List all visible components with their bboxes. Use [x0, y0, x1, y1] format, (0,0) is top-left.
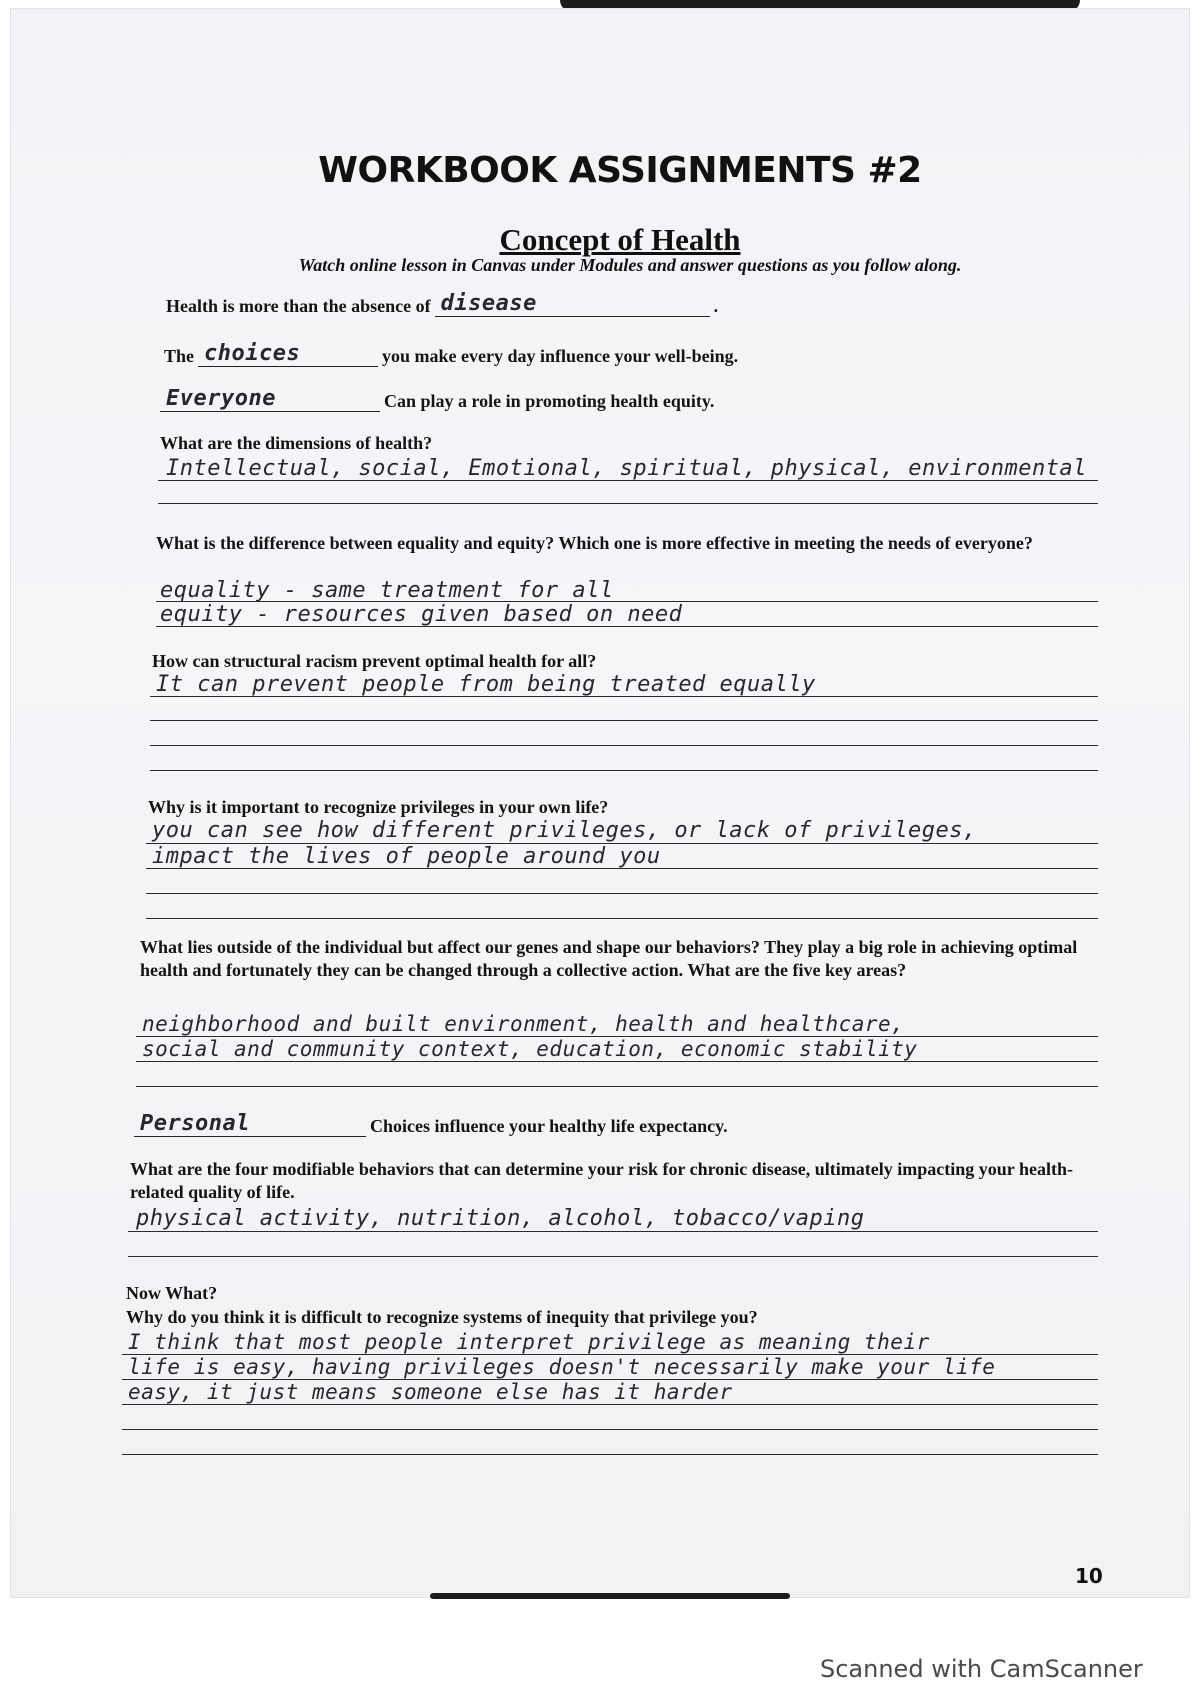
scan-edge-bottom — [430, 1593, 790, 1599]
q6-answer-line-1: It can prevent people from being treated equally — [156, 672, 816, 697]
q11-rule-3[interactable] — [122, 1404, 1098, 1405]
q8-rule-2[interactable] — [136, 1061, 1098, 1062]
q11-answer-line-2: life is easy, having privileges doesn't necessarily make your life — [128, 1355, 996, 1379]
q4-question: What are the dimensions of health? — [160, 433, 433, 453]
q6-question: How can structural racism prevent optimal health for all? — [152, 651, 597, 671]
q8-answer-line-2: social and community context, education, economic stability — [142, 1037, 918, 1061]
q2-blank[interactable] — [198, 340, 378, 367]
q6-rule-2[interactable] — [150, 720, 1098, 721]
page-number: 10 — [1075, 1564, 1103, 1588]
q11-answer-line-3: easy, it just means someone else has it harder — [128, 1380, 733, 1404]
q1-row — [166, 290, 718, 317]
q9-blank[interactable] — [134, 1110, 366, 1137]
q6-rule-4[interactable] — [150, 770, 1098, 771]
q10-answer-line-1: physical activity, nutrition, alcohol, tobacco/vaping — [136, 1206, 865, 1231]
q1-period: . — [713, 296, 719, 316]
q7-rule-2[interactable] — [146, 868, 1098, 869]
q11-rule-5[interactable] — [122, 1454, 1098, 1455]
q2-row — [164, 340, 738, 367]
q3-blank[interactable] — [160, 385, 380, 412]
q5-rule-2[interactable] — [156, 626, 1098, 627]
section-title: Concept of Health — [499, 222, 741, 257]
q5-answer-line-2: equity - resources given based on need — [160, 602, 683, 627]
q11-rule-4[interactable] — [122, 1429, 1098, 1430]
q5-answer-line-1: equality - same treatment for all — [160, 578, 614, 603]
q8-answer-line-1: neighborhood and built environment, health and healthcare, — [142, 1012, 905, 1036]
q3-answer: Everyone — [166, 386, 276, 411]
q7-answer-line-2: impact the lives of people around you — [152, 844, 661, 869]
q9-answer: Personal — [140, 1111, 250, 1136]
q1-label: Health is more than the absence of — [166, 296, 431, 316]
now-what-heading: Now What? — [126, 1283, 218, 1303]
q4-rule-2[interactable] — [158, 503, 1098, 504]
q1-answer: disease — [440, 291, 537, 316]
q6-rule-3[interactable] — [150, 745, 1098, 746]
q4-answer-line-1: Intellectual, social, Emotional, spiritual, physical, environmental — [166, 456, 1087, 481]
q7-answer-line-1: you can see how different privileges, or lack of privileges, — [152, 818, 977, 843]
q8-rule-3[interactable] — [136, 1086, 1098, 1087]
q7-rule-4[interactable] — [146, 918, 1098, 919]
q1-blank[interactable] — [435, 290, 710, 317]
q3-row — [160, 385, 714, 412]
q11-answer-line-1: I think that most people interpret privilege as meaning their — [128, 1330, 930, 1354]
q5-question: What is the difference between equality and equity? Which one is more effective in meeting the needs of everyone? — [156, 533, 1033, 553]
page-title: WORKBOOK ASSIGNMENTS #2 — [318, 150, 922, 191]
q7-rule-3[interactable] — [146, 893, 1098, 894]
q6-rule-1[interactable] — [150, 696, 1098, 697]
q2-label-start: The — [164, 346, 195, 366]
q2-label-end: you make every day influence your well-being. — [382, 346, 739, 366]
q9-row — [134, 1110, 728, 1137]
q10-rule-1[interactable] — [128, 1231, 1098, 1232]
q10-rule-2[interactable] — [128, 1256, 1098, 1257]
instruction-text: Watch online lesson in Canvas under Modules and answer questions as you follow along. — [298, 255, 962, 275]
q2-answer: choices — [204, 341, 301, 366]
scanner-watermark: Scanned with CamScanner — [820, 1655, 1143, 1683]
q3-label: Can play a role in promoting health equity. — [384, 391, 715, 411]
q7-question: Why is it important to recognize privileges in your own life? — [148, 797, 609, 817]
q4-rule-1[interactable] — [158, 480, 1098, 481]
q10-question: What are the four modifiable behaviors that can determine your risk for chronic disease, ultimately impacting your health-related quality of life. — [130, 1159, 1073, 1202]
q8-question: What lies outside of the individual but affect our genes and shape our behaviors? They play a big role in achieving optimal health and fortunately they can be changed through a collective action. What are the five key areas? — [140, 937, 1078, 980]
q11-question: Why do you think it is difficult to recognize systems of inequity that privilege you? — [126, 1307, 758, 1327]
q9-label: Choices influence your healthy life expectancy. — [370, 1116, 728, 1136]
